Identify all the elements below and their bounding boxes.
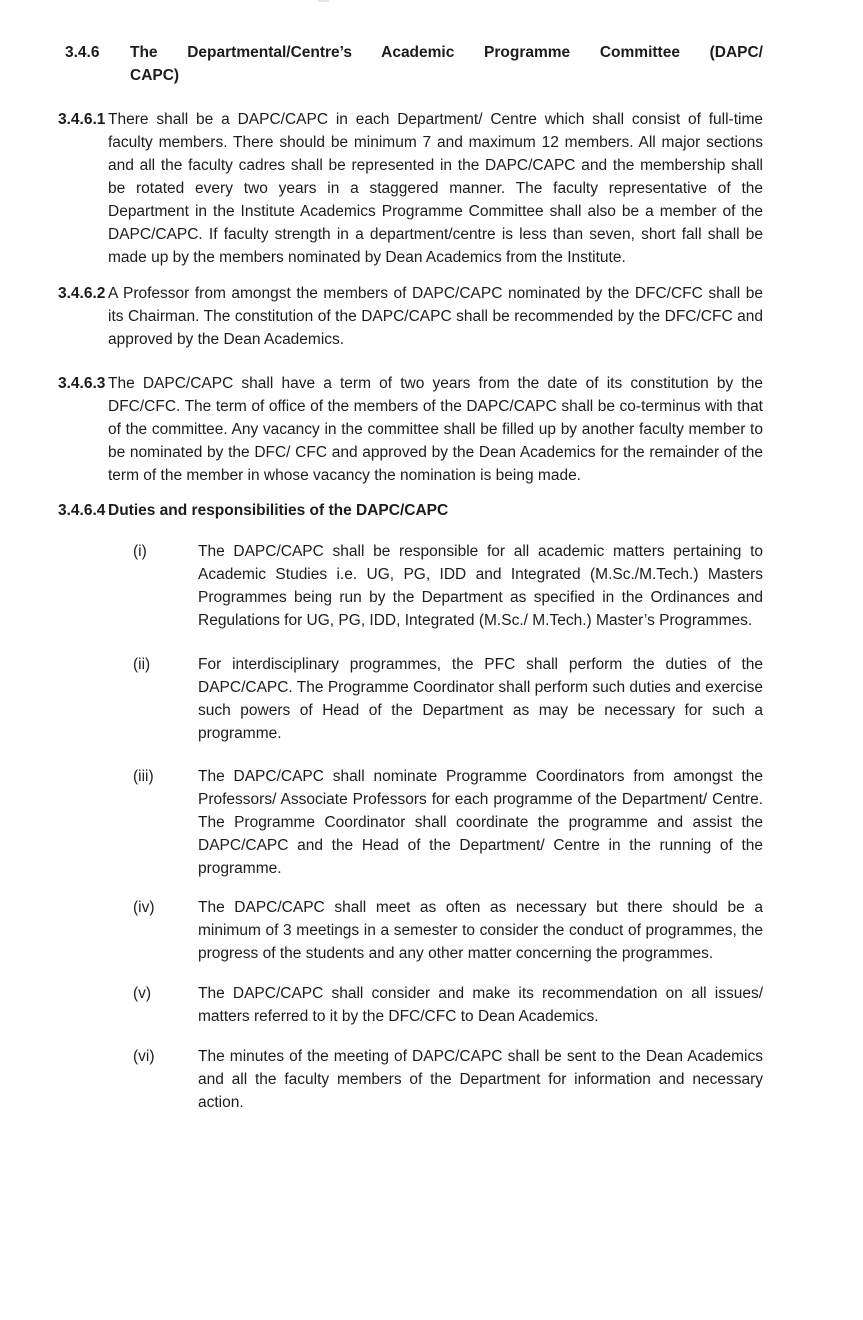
section-number: 3.4.6 xyxy=(65,44,100,61)
list-item-label: (vi) xyxy=(133,1048,155,1065)
list-item-label: (ii) xyxy=(133,656,151,673)
list-item xyxy=(58,653,763,745)
paragraph-3-4-6-2 xyxy=(58,282,763,351)
paragraph-3-4-6-1 xyxy=(58,108,763,269)
section-heading xyxy=(58,41,763,87)
list-item-text: The DAPC/CAPC shall meet as often as necessary but there should be a minimum of 3 meetings in a semester to consider the conduct of programmes, the progress of the students and any other matter concerning the programmes. xyxy=(198,899,763,962)
section-heading-line2: CAPC) xyxy=(130,67,180,84)
scan-artifact xyxy=(318,0,329,2)
list-item xyxy=(58,982,763,1028)
list-item-text: The DAPC/CAPC shall be responsible for all academic matters pertaining to Academic Studies i.e. UG, PG, IDD and Integrated (M.Sc./M.Tech.) Masters Programmes being run by the Department as specified in the Ordinances and Regulations for UG, PG, IDD, Integrated (M.Sc./ M.Tech.) Master’s Programmes. xyxy=(198,543,763,629)
paragraph-text: There shall be a DAPC/CAPC in each Department/ Centre which shall consist of full-time faculty members. There should be minimum 7 and maximum 12 members. All major sections and all the faculty cadres shall be represented in the DAPC/CAPC and the membership shall be rotated every two years in a staggered manner. The faculty representative of the Department in the Institute Academics Programme Committee shall also be a member of the DAPC/CAPC. If faculty strength in a department/centre is less than seven, short fall shall be made up by the members nominated by Dean Academics from the Institute. xyxy=(108,111,763,266)
paragraph-number: 3.4.6.1 xyxy=(58,111,106,128)
list-item-text: For interdisciplinary programmes, the PFC shall perform the duties of the DAPC/CAPC. The Programme Coordinator shall perform such duties and exercise such powers of Head of the Department as may be necessary for such a programme. xyxy=(198,656,763,742)
list-item xyxy=(58,540,763,632)
list-item-label: (v) xyxy=(133,985,152,1002)
paragraph-number: 3.4.6.2 xyxy=(58,285,106,302)
list-item-label: (iii) xyxy=(133,768,154,785)
subsection-number: 3.4.6.4 xyxy=(58,502,106,519)
list-item xyxy=(58,896,763,965)
paragraph-3-4-6-3 xyxy=(58,372,763,487)
section-heading-line1: The Departmental/Centre’s Academic Programme Committee (DAPC/ xyxy=(130,44,763,61)
paragraph-text: The DAPC/CAPC shall have a term of two years from the date of its constitution by the DFC/CFC. The term of office of the members of the DAPC/CAPC shall be co-terminus with that of the committee. Any vacancy in the committee shall be filled up by another faculty member to be nominated by the DFC/ CFC and approved by the Dean Academics for the remainder of the term of the member in whose vacancy the nomination is being made. xyxy=(108,375,763,484)
paragraph-text: A Professor from amongst the members of DAPC/CAPC nominated by the DFC/CFC shall be its Chairman. The constitution of the DAPC/CAPC shall be recommended by the DFC/CFC and approved by the Dean Academics. xyxy=(108,285,763,348)
section-heading-text xyxy=(130,41,763,87)
paragraph-number: 3.4.6.3 xyxy=(58,375,106,392)
list-item-text: The DAPC/CAPC shall consider and make its recommendation on all issues/ matters referred to it by the DFC/CFC to Dean Academics. xyxy=(198,985,763,1025)
subsection-heading xyxy=(58,499,763,522)
list-item-label: (i) xyxy=(133,543,147,560)
list-item-text: The DAPC/CAPC shall nominate Programme Coordinators from amongst the Professors/ Associate Professors for each programme of the Department/ Centre. The Programme Coordinator shall coordinate the programme and assist the DAPC/CAPC and the Head of the Department/ Centre in the running of the programme. xyxy=(198,768,763,877)
subsection-title: Duties and responsibilities of the DAPC/CAPC xyxy=(108,502,449,519)
list-item xyxy=(58,1045,763,1114)
list-item-text: The minutes of the meeting of DAPC/CAPC shall be sent to the Dean Academics and all the faculty members of the Department for information and necessary action. xyxy=(198,1048,763,1111)
list-item-label: (iv) xyxy=(133,899,155,916)
list-item xyxy=(58,765,763,880)
page-content xyxy=(58,41,763,1114)
